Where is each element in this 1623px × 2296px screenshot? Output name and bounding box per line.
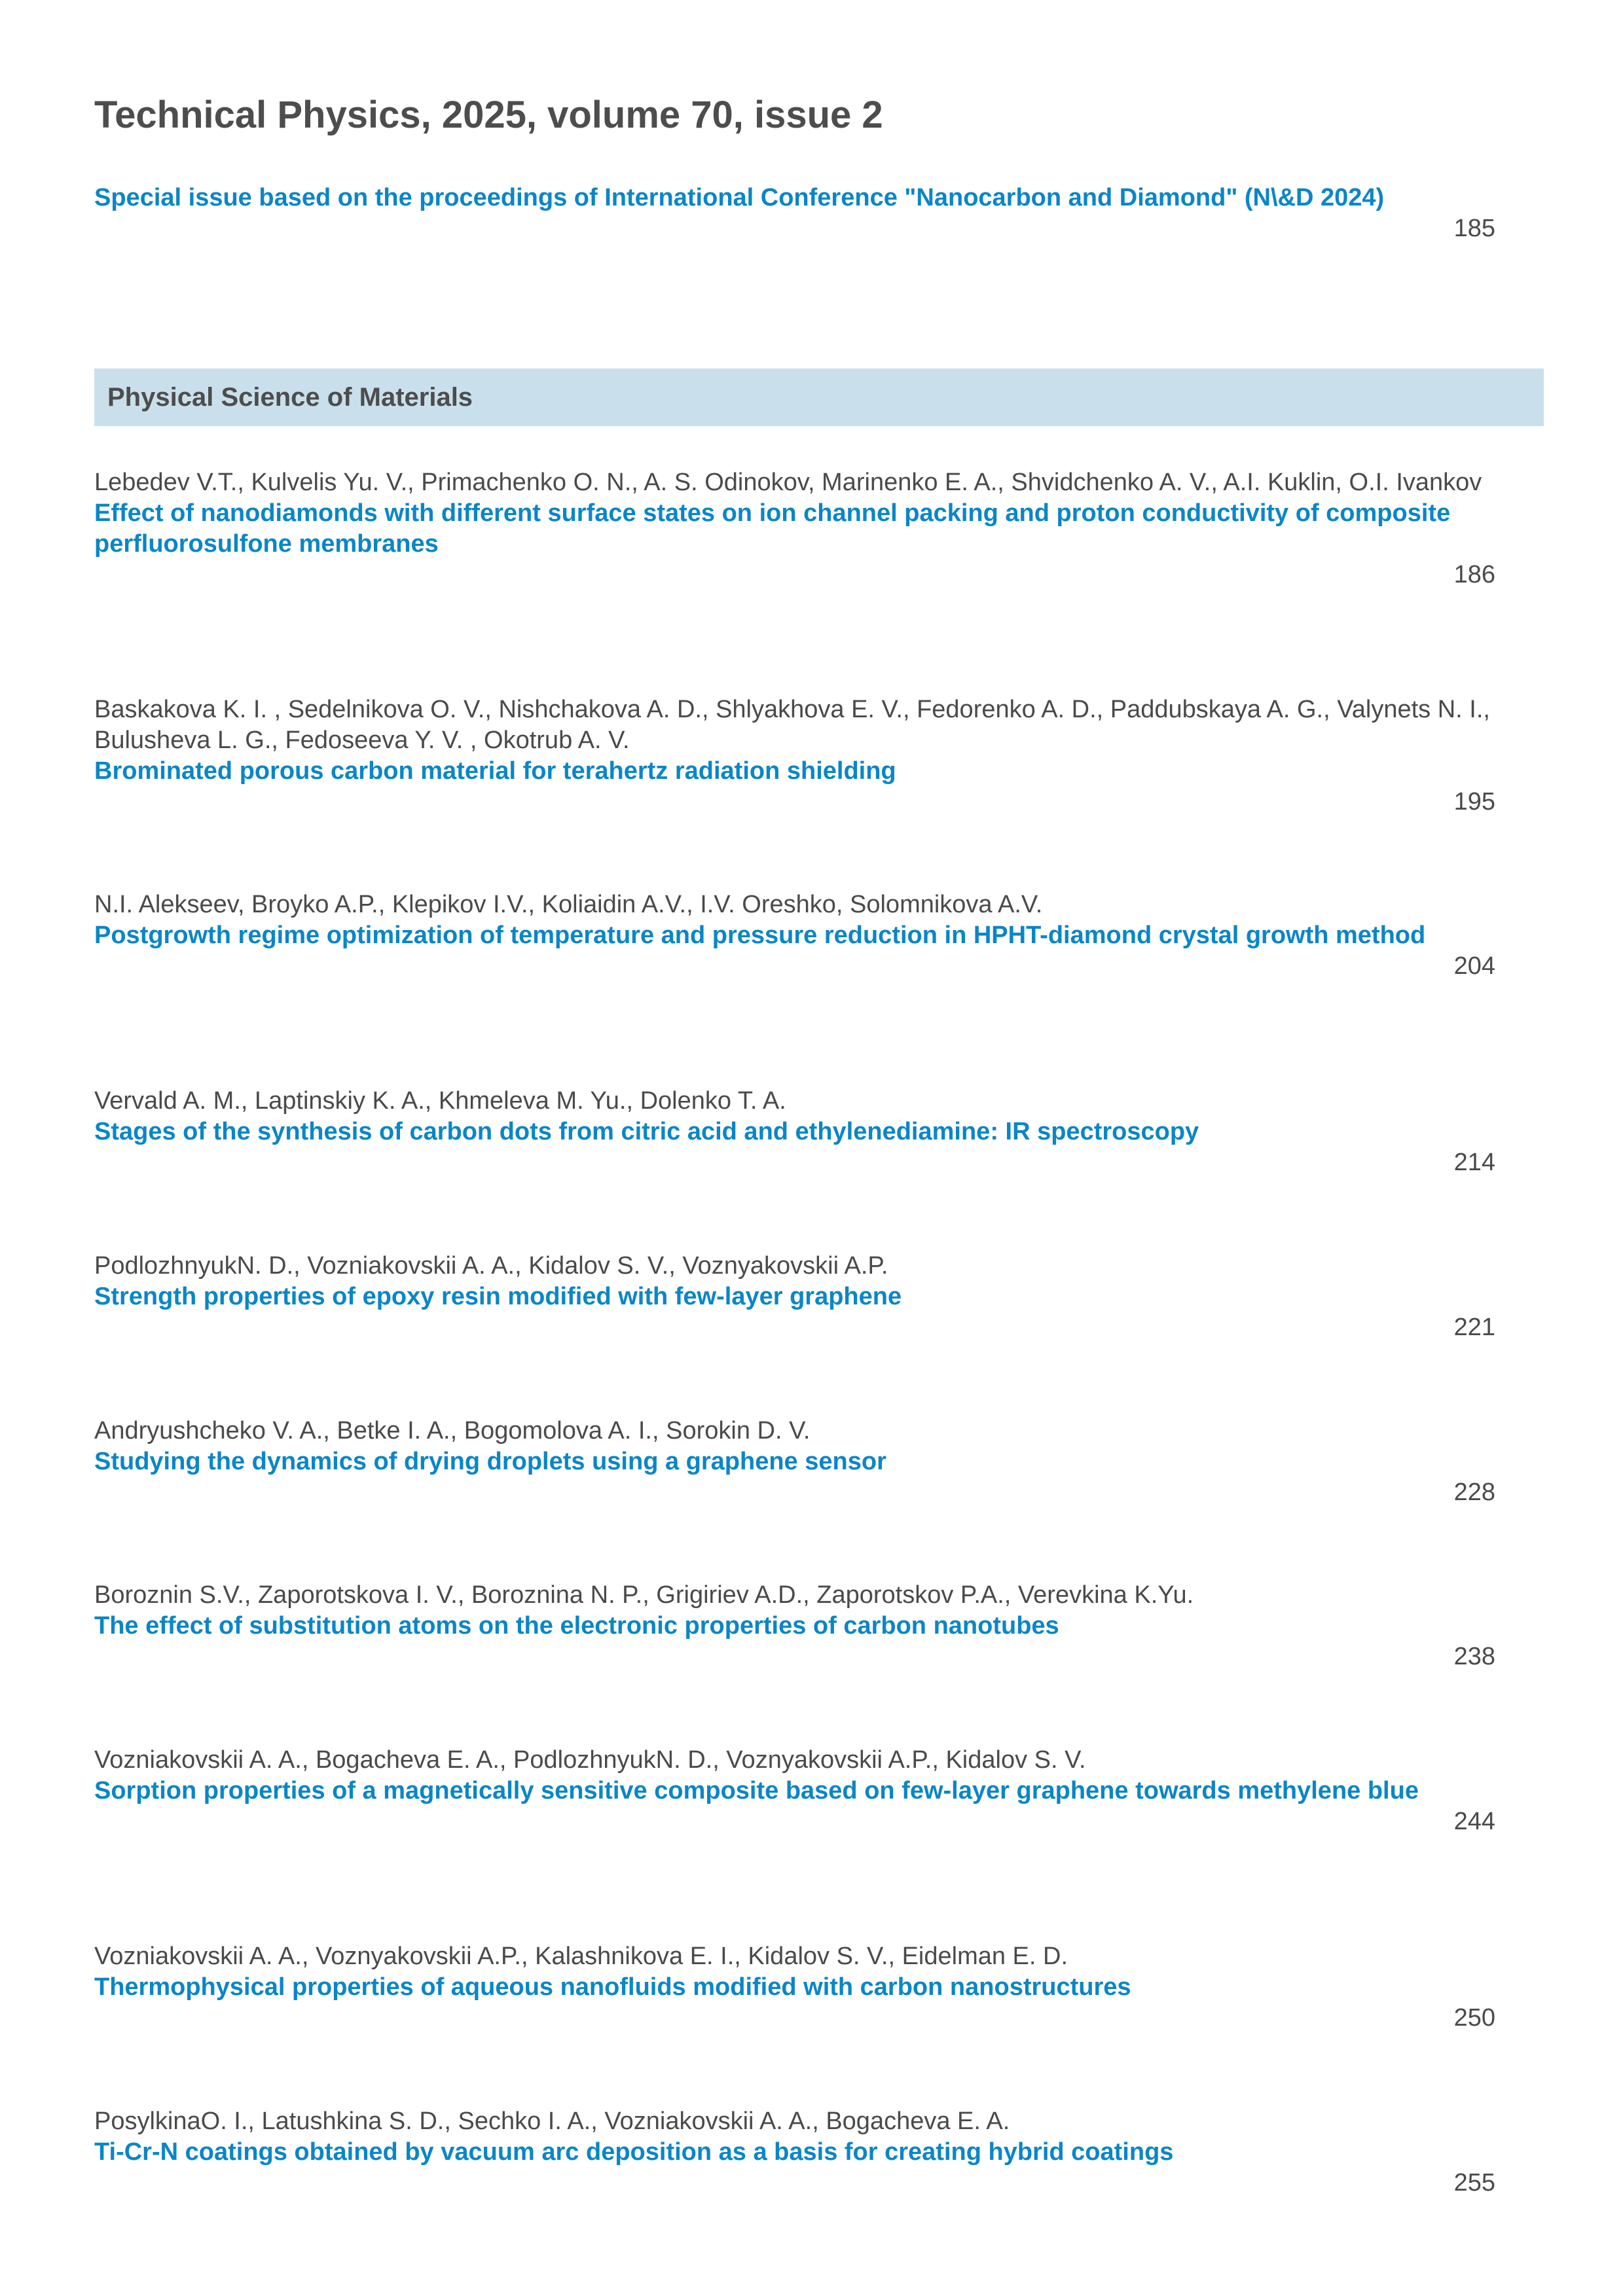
page-number: 204	[1453, 952, 1495, 980]
page-number: 195	[1453, 788, 1495, 816]
page-number: 238	[1453, 1643, 1495, 1670]
page-number: 228	[1453, 1479, 1495, 1506]
page-number: 250	[1453, 2004, 1495, 2032]
article-title-link[interactable]: Postgrowth regime optimization of temperature and pressure reduction in HPHT-diamond crystal growth method	[94, 922, 1426, 949]
article-entry	[94, 889, 1495, 982]
article-title-link[interactable]: Sorption properties of a magnetically sensitive composite based on few-layer graphene towards methylene blue	[94, 1777, 1419, 1804]
article-entry	[94, 1745, 1495, 1837]
article-entry	[94, 2106, 1495, 2198]
article-authors: Lebedev V.T., Kulvelis Yu. V., Primachenko O. N., A. S. Odinokov, Marinenko E. A., Shvidchenko A. V., A.I. Kuklin, O.I. Ivankov	[94, 469, 1482, 496]
section-title: Physical Science of Materials	[107, 383, 473, 412]
article-authors: Vervald A. M., Laptinskiy K. A., Khmeleva M. Yu., Dolenko T. A.	[94, 1087, 786, 1115]
page-number: 255	[1453, 2169, 1495, 2197]
page-number: 185	[1453, 215, 1495, 242]
article-entry	[94, 694, 1495, 817]
article-entry	[94, 467, 1495, 590]
article-authors: N.I. Alekseev, Broyko A.P., Klepikov I.V., Koliaidin A.V., I.V. Oreshko, Solomnikova A.V.	[94, 891, 1043, 918]
page-number: 221	[1453, 1314, 1495, 1341]
article-entry	[94, 1580, 1495, 1672]
article-title-link[interactable]: Brominated porous carbon material for terahertz radiation shielding	[94, 757, 896, 785]
article-entry	[94, 1086, 1495, 1178]
page-number: 186	[1453, 561, 1495, 588]
article-title-link[interactable]: Thermophysical properties of aqueous nanofluids modified with carbon nanostructures	[94, 1973, 1131, 2001]
article-authors: PodlozhnyukN. D., Vozniakovskii A. A., Kidalov S. V., Voznyakovskii A.P.	[94, 1252, 888, 1280]
article-title-link[interactable]: Stages of the synthesis of carbon dots from citric acid and ethylenediamine: IR spectroscopy	[94, 1118, 1199, 1145]
article-authors: Boroznin S.V., Zaporotskova I. V., Boroznina N. P., Grigiriev A.D., Zaporotskov P.A., Verevkina K.Yu.	[94, 1581, 1194, 1609]
page-number: 244	[1453, 1808, 1495, 1835]
article-entry	[94, 1941, 1495, 2034]
article-authors: PosylkinaO. I., Latushkina S. D., Sechko I. A., Vozniakovskii A. A., Bogacheva E. A.	[94, 2108, 1010, 2135]
article-entry	[94, 1251, 1495, 1343]
article-authors: Andryushcheko V. A., Betke I. A., Bogomolova A. I., Sorokin D. V.	[94, 1417, 811, 1444]
special-issue-entry	[94, 183, 1495, 244]
article-title-link[interactable]: Effect of nanodiamonds with different surface states on ion channel packing and proton conductivity of composite perfluorosulfone membranes	[94, 499, 1451, 558]
article-authors: Vozniakovskii A. A., Bogacheva E. A., PodlozhnyukN. D., Voznyakovskii A.P., Kidalov S. V.	[94, 1746, 1086, 1774]
article-authors: Baskakova K. I. , Sedelnikova O. V., Nishchakova A. D., Shlyakhova E. V., Fedorenko A. D., Paddubskaya A. G., Valynets N. I., Bulusheva L. G., Fedoseeva Y. V. , Okotrub A. V.	[94, 696, 1490, 754]
special-issue-link[interactable]: Special issue based on the proceedings of International Conference "Nanocarbon and Diamond" (N\&D 2024)	[94, 184, 1385, 211]
page-number: 214	[1453, 1149, 1495, 1176]
article-title-link[interactable]: The effect of substitution atoms on the electronic properties of carbon nanotubes	[94, 1612, 1059, 1640]
article-authors: Vozniakovskii A. A., Voznyakovskii A.P., Kalashnikova E. I., Kidalov S. V., Eidelman E. D.	[94, 1943, 1068, 1970]
article-entry	[94, 1416, 1495, 1508]
article-title-link[interactable]: Ti-Cr-N coatings obtained by vacuum arc deposition as a basis for creating hybrid coatings	[94, 2138, 1174, 2166]
article-title-link[interactable]: Studying the dynamics of drying droplets using a graphene sensor	[94, 1448, 886, 1475]
article-title-link[interactable]: Strength properties of epoxy resin modified with few-layer graphene	[94, 1283, 902, 1310]
section-header	[94, 368, 1544, 426]
journal-title: Technical Physics, 2025, volume 70, issue 2	[94, 94, 883, 136]
